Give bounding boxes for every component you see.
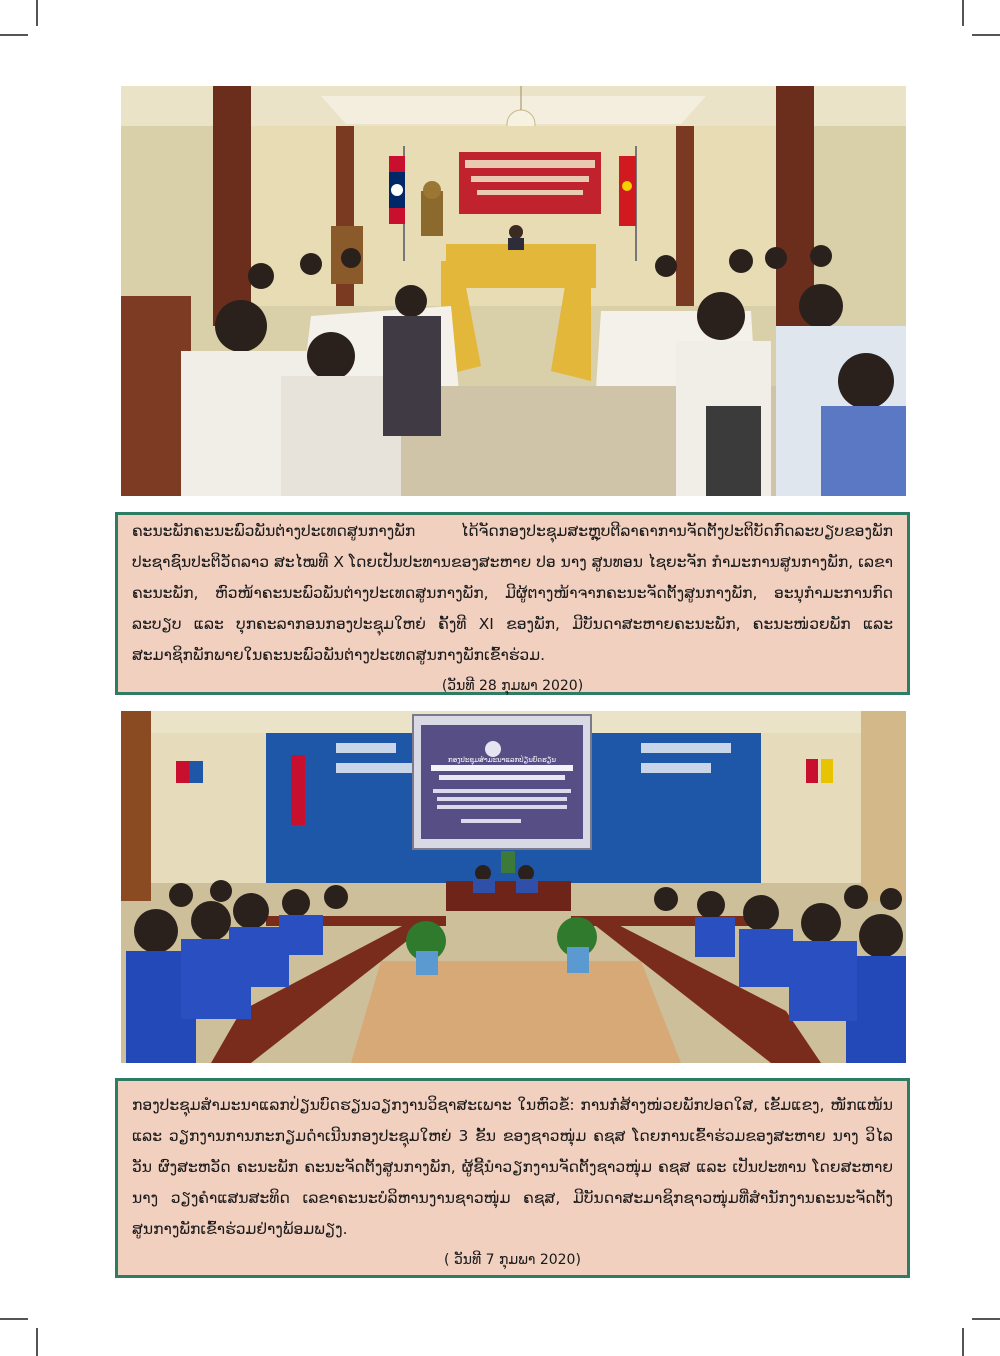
caption-1-date: (ວັນທີ 28 ກຸມພາ 2020) bbox=[441, 678, 584, 694]
crop-mark-bottom-left-v bbox=[36, 1328, 38, 1356]
crop-mark-bottom-left-h bbox=[0, 1318, 28, 1320]
caption-2-text: ກອງປະຊຸມສຳມະນາແລກປ່ຽນບົດຮຽນວຽກງານວິຊາສະເພາະ ໃນຫົວຂໍ້: ການກໍ່ສ້າງໜ່ວຍພັກປອດໃສ, ເຂັ້ມແຂງ, ໜັກແໜ້ນ ແລະ ວຽກງານການກະກຽມດຳເນີນກອງປະຊຸມໃຫຍ່ 3 ຂັ້ນ ຂອງຊາວໜຸ່ມ ຄຊສ ໂດຍການເຂົ້າຮ່ວມຂອງສະຫາຍ ນາງ ວິໄລວັນ ຜົງສະຫວັດ ຄະນະພັກ ຄະນະຈັດຕັ້ງສູນກາງພັກ, ຜູ້ຊີ້ນຳວຽກງານຈັດຕັ້ງຊາວໜຸ່ມ ຄຊສ ແລະ ເປັນປະທານ ໂດຍສະຫາຍ ນາງ ວຽງຄຳແສນສະທິດ ເລຂາຄະນະບໍລິຫານງານຊາວໜຸ່ມ ຄຊສ, ມີບັນດາສະມາຊິກຊາວໜຸ່ມທີ່ສຳນັກງານຄະນະຈັດຕັ້ງສູນກາງພັກເຂົ້າຮ່ວມຢ່າງພ້ອມພຽງ. bbox=[132, 1096, 893, 1238]
crop-mark-top-right-h bbox=[972, 34, 1000, 36]
photo-caption-2 bbox=[115, 1078, 910, 1278]
screen-slide-title: ກອງປະຊຸມສຳມະນາແລກປ່ຽນບົດຮຽນ bbox=[448, 756, 556, 764]
photo-caption-1 bbox=[115, 512, 910, 695]
caption-2-date: ( ວັນທີ 7 ກຸມພາ 2020) bbox=[444, 1252, 581, 1268]
crop-mark-top-left-h bbox=[0, 34, 28, 36]
crop-mark-top-left-v bbox=[36, 0, 38, 26]
crop-mark-bottom-right-h bbox=[972, 1318, 1000, 1320]
crop-mark-top-right-v bbox=[962, 0, 964, 26]
meeting-photo-2 bbox=[121, 711, 906, 1063]
meeting-photo-1 bbox=[121, 86, 906, 496]
crop-mark-bottom-right-v bbox=[962, 1328, 964, 1356]
caption-1-text: ຄະນະພັກຄະນະພົວພັນຕ່າງປະເທດສູນກາງພັກ ໄດ້ຈັດກອງປະຊຸມສະຫຼຸບຕີລາຄາການຈັດຕັ້ງປະຕິບັດກົດລະບຽບຂອງພັກປະຊາຊົນປະຕິວັດລາວ ສະໄໝທີ X ໂດຍເປັນປະທານຂອງສະຫາຍ ປອ ນາງ ສູນທອນ ໄຊຍະຈັກ ກຳມະການສູນກາງພັກ, ເລຂາຄະນະພັກ, ຫົວໜ້າຄະນະພົວພັນຕ່າງປະເທດສູນກາງພັກ, ມີຜູ້ຕາງໜ້າຈາກຄະນະຈັດຕັ້ງສູນກາງພັກ, ອະນຸກຳມະການກົດລະບຽບ ແລະ ບຸກຄະລາກອນກອງປະຊຸມໃຫຍ່ ຄັ້ງທີ XI ຂອງພັກ, ມີບັນດາສະຫາຍຄະນະພັກ, ຄະນະໜ່ວຍພັກ ແລະ ສະມາຊິກພັກພາຍໃນຄະນະພົວພັນຕ່າງປະເທດສູນກາງພັກເຂົ້າຮ່ວມ. bbox=[132, 522, 893, 664]
